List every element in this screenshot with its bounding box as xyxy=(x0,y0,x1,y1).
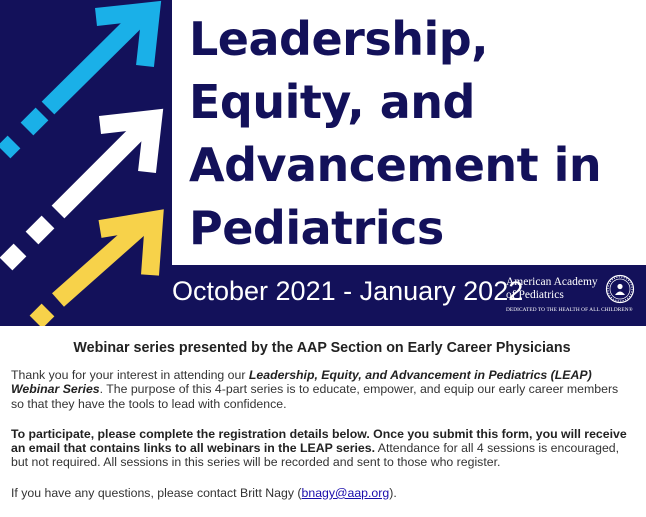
title-line-2: Equity, and xyxy=(189,75,475,129)
title-line-3: Advancement in xyxy=(189,138,602,192)
date-range: October 2021 - January 2022 xyxy=(172,276,524,306)
title-line-4: Pediatrics xyxy=(189,201,444,255)
contact-email-link[interactable]: bnagy@aap.org xyxy=(301,485,390,500)
banner-title xyxy=(189,8,601,260)
intro-text-before: Thank you for your interest in attending our xyxy=(11,368,249,382)
contact-text-after: ). xyxy=(389,485,397,500)
arrows-graphic xyxy=(0,0,172,326)
intro-text-after: . The purpose of this 4-part series is to educate, empower, and equip our early career members so that they have the tools to lead with confidence. xyxy=(11,382,619,411)
aap-seal-icon xyxy=(605,274,635,304)
main-content xyxy=(0,326,646,500)
aap-logo xyxy=(506,274,640,318)
aap-logo-line2: of Pediatrics xyxy=(506,289,564,301)
yellow-arrow xyxy=(36,220,154,322)
intro-paragraph xyxy=(11,368,633,411)
participate-text: Attendance for all 4 sessions is encouraged, but not required. All sessions in this series will be recorded and sent to those who register. xyxy=(11,441,620,470)
participate-paragraph xyxy=(11,427,633,470)
participate-bold-text: To participate, please complete the registration details below. Once you submit this form, you will receive an email that contains links to all webinars in the LEAP series. xyxy=(11,426,627,456)
title-line-1: Leadership, xyxy=(189,12,489,66)
aap-logo-tagline: DEDICATED TO THE HEALTH OF ALL CHILDREN® xyxy=(506,307,633,313)
aap-logo-line1: American Academy xyxy=(506,276,598,288)
section-heading: Webinar series presented by the AAP Section on Early Career Physicians xyxy=(73,340,571,356)
title-panel xyxy=(172,0,646,265)
contact-paragraph xyxy=(11,486,633,500)
contact-text-before: If you have any questions, please contact Britt Nagy ( xyxy=(11,485,302,500)
series-name: Leadership, Equity, and Advancement in Pediatrics (LEAP) Webinar Series xyxy=(11,368,592,397)
